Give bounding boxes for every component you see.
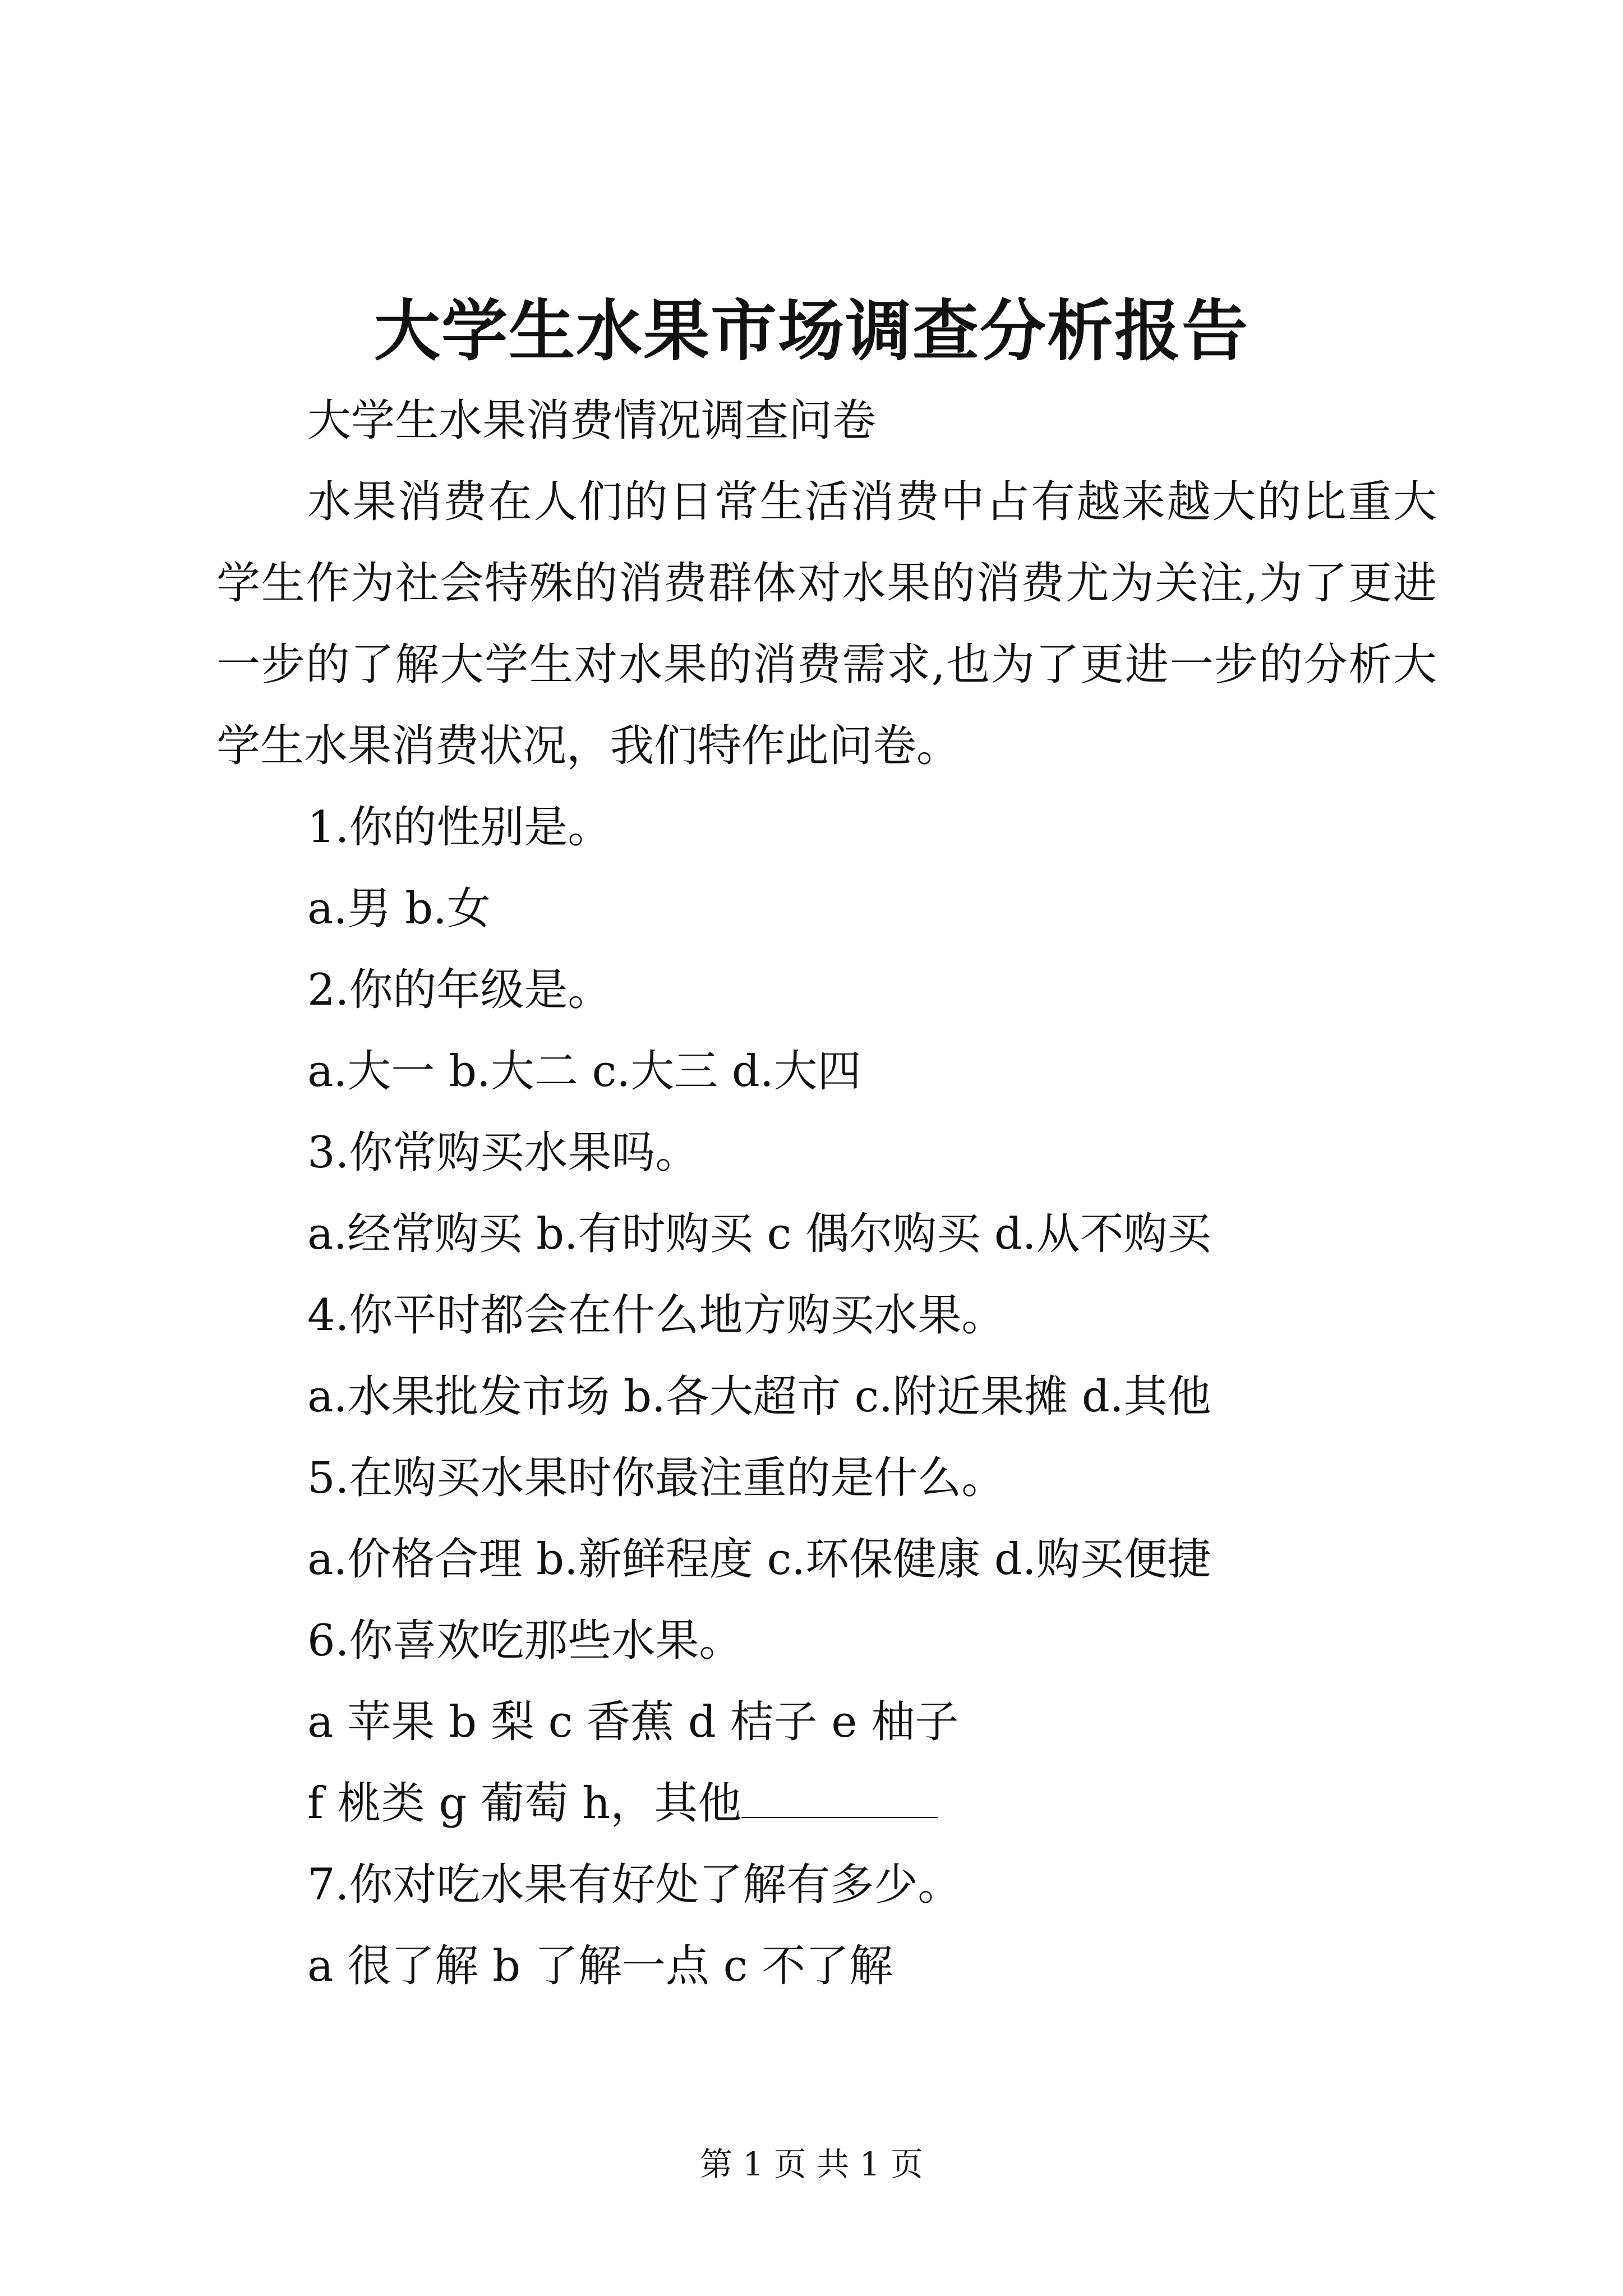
intro-line-3: 一步的了解大学生对水果的消费需求,也为了更进一步的分析大 <box>216 639 1437 690</box>
question-6-options-line-2-text: f 桃类 g 葡萄 h，其他 <box>307 1778 742 1829</box>
question-1-options: a.男 b.女 <box>307 884 491 934</box>
question-2-options: a.大一 b.大二 c.大三 d.大四 <box>307 1046 861 1097</box>
intro-line-1: 水果消费在人们的日常生活消费中占有越来越大的比重大 <box>307 477 1437 527</box>
question-3: 3.你常购买水果吗。 <box>307 1128 699 1178</box>
document-title: 大学生水果市场调查分析报告 <box>374 292 1249 370</box>
question-5: 5.在购买水果时你最注重的是什么。 <box>307 1453 1006 1503</box>
question-3-options: a.经常购买 b.有时购买 c 偶尔购买 d.从不购买 <box>307 1209 1211 1259</box>
intro-line-2: 学生作为社会特殊的消费群体对水果的消费尤为关注,为了更进 <box>216 558 1437 609</box>
question-6-options-line-2 <box>307 1775 938 1832</box>
question-1: 1.你的性别是。 <box>307 802 612 853</box>
question-7-options: a 很了解 b 了解一点 c 不了解 <box>307 1941 893 1991</box>
question-4: 4.你平时都会在什么地方购买水果。 <box>307 1290 1006 1341</box>
question-7: 7.你对吃水果有好处了解有多少。 <box>307 1860 962 1910</box>
question-2: 2.你的年级是。 <box>307 965 612 1015</box>
page-footer: 第 1 页 共 1 页 <box>700 2145 923 2183</box>
question-5-options: a.价格合理 b.新鲜程度 c.环保健康 d.购买便捷 <box>307 1534 1211 1585</box>
questionnaire-subtitle: 大学生水果消费情况调查问卷 <box>307 395 877 446</box>
question-4-options: a.水果批发市场 b.各大超市 c.附近果摊 d.其他 <box>307 1372 1211 1422</box>
intro-line-4: 学生水果消费状况，我们特作此问卷。 <box>216 721 961 771</box>
question-6-options: a 苹果 b 梨 c 香蕉 d 桔子 e 柚子 <box>307 1697 959 1747</box>
question-6: 6.你喜欢吃那些水果。 <box>307 1616 743 1666</box>
fill-in-blank[interactable] <box>741 1778 938 1818</box>
